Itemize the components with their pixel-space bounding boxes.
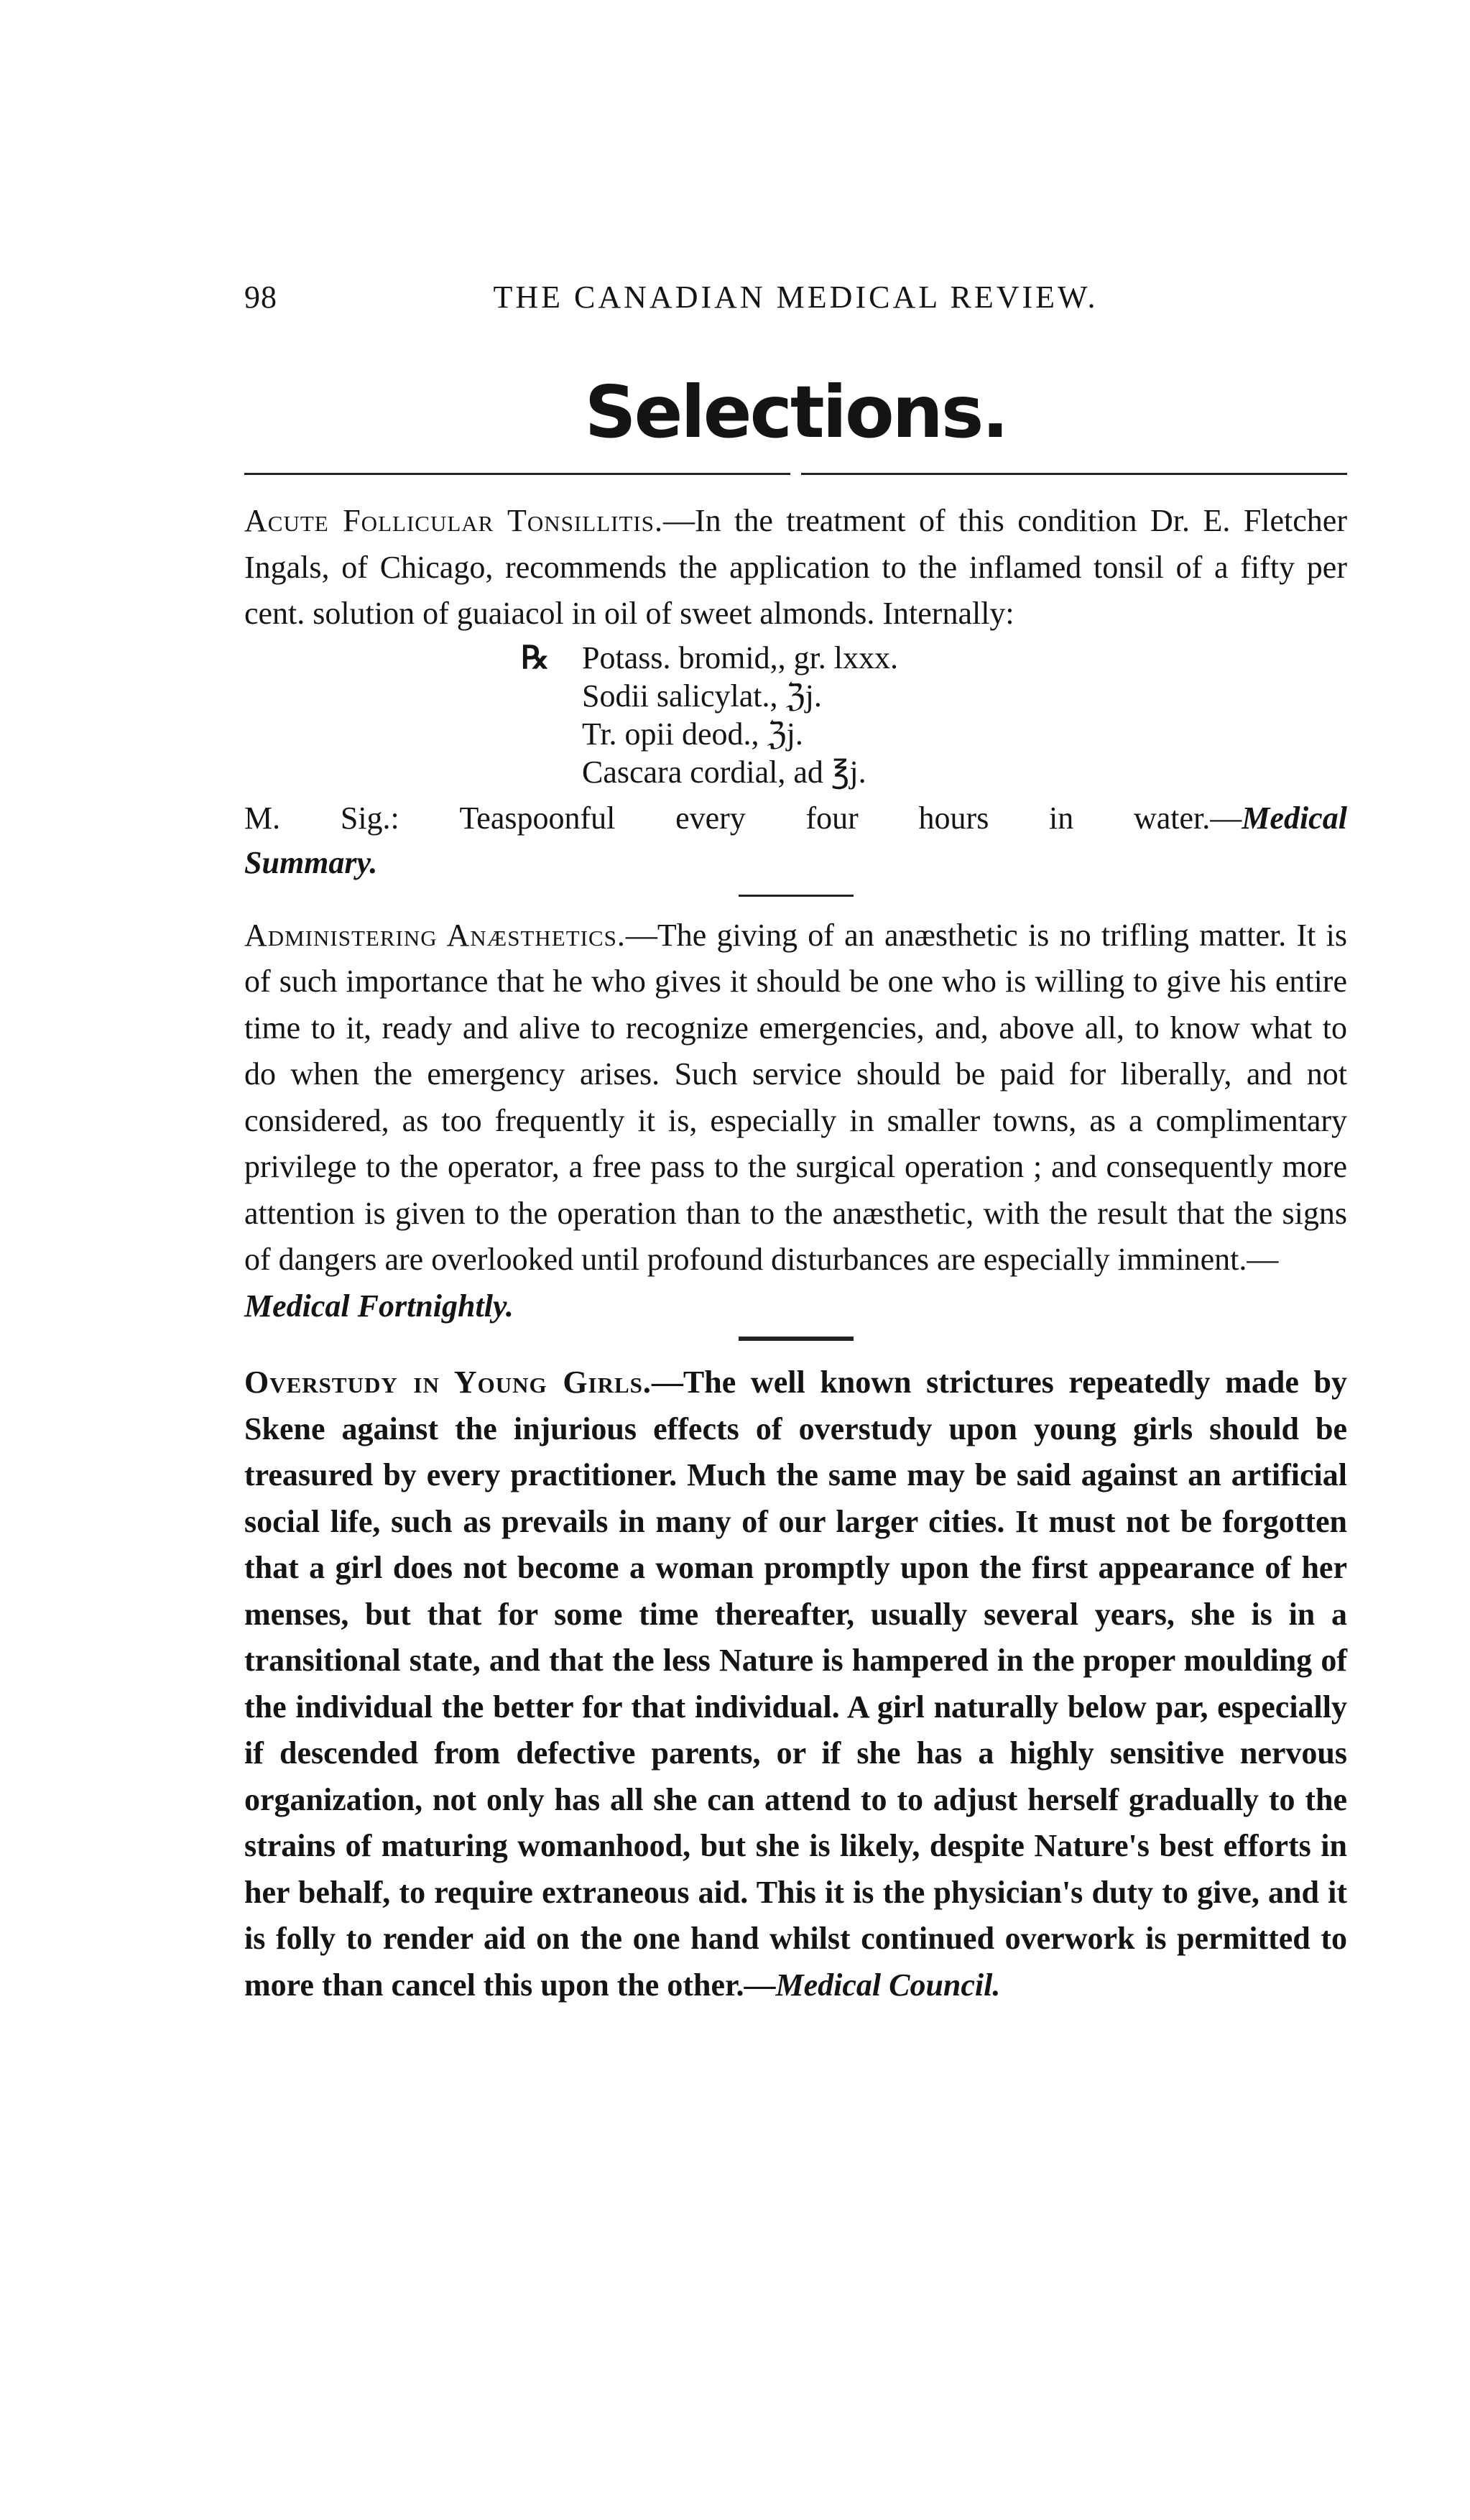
article-paragraph <box>244 1360 1347 2008</box>
signa-word: Sig.: <box>340 800 399 836</box>
source-line <box>244 841 1347 885</box>
article-tonsillitis <box>244 498 1347 885</box>
article-heading: Overstudy in Young Girls. <box>244 1365 652 1400</box>
article-paragraph <box>244 913 1347 1330</box>
article-body: —In the treatment of this condition Dr. E. Fletcher Ingals, of Chicago, recommends the application to the inflamed tonsil of a fifty per cent. solution of guaiacol in oil of sweet almonds. Internally: <box>244 503 1347 631</box>
prescription-item: Cascara cordial, ad ℥j. <box>582 754 866 790</box>
article-divider <box>739 1337 854 1341</box>
source-citation-part: Medical <box>1242 800 1347 836</box>
source-citation: Medical Council. <box>775 1967 1001 2003</box>
journal-title: THE CANADIAN MEDICAL REVIEW. <box>493 280 1099 315</box>
article-paragraph <box>244 498 1347 637</box>
page-number: 98 <box>244 280 277 315</box>
running-head <box>244 273 1347 331</box>
prescription-line <box>521 639 1347 677</box>
signa-word: hours <box>918 800 989 836</box>
article-heading: Acute Follicular Tonsillitis. <box>244 503 663 538</box>
signa-word: Teaspoonful <box>459 800 616 836</box>
prescription-item: Sodii salicylat., ℨj. <box>582 678 822 714</box>
prescription-item: Potass. bromid,, gr. lxxx. <box>582 640 899 675</box>
source-citation: Summary. <box>244 844 378 880</box>
prescription <box>521 639 1347 791</box>
source-citation: Medical Fortnightly. <box>244 1288 514 1324</box>
title-rule <box>244 473 1347 475</box>
signa-word: in <box>1049 800 1074 836</box>
prescription-line <box>521 753 1347 791</box>
article-heading: Administering Anæsthetics. <box>244 917 626 953</box>
signa-word: every <box>675 800 746 836</box>
article-body: —The giving of an anæsthetic is no trifling matter. It is of such importance that he who gives it should be one who is willing to give his entire time to it, ready and alive to recognize emergencies, and, above all, to know what to do when the emergency arises. Such service should be paid for liberally, and not considered, as too frequently it is, especially in smaller towns, as a complimentary privilege to the operator, a free pass to the surgical operation ; and consequently more attention is given to the operation than to the anæsthetic, with the result that the signs of dangers are overlooked until profound disturbances are especially imminent.— <box>244 917 1347 1277</box>
prescription-line <box>521 677 1347 715</box>
article-anaesthetics <box>244 913 1347 1330</box>
prescription-line <box>521 715 1347 753</box>
signa-word: four <box>805 800 859 836</box>
article-overstudy <box>244 1360 1347 2008</box>
signa-word: M. <box>244 800 281 836</box>
signa-line <box>244 795 1347 841</box>
recipe-symbol: ℞ <box>521 640 550 675</box>
signa-word: water.—Medical <box>1134 800 1347 836</box>
title-rule-right <box>801 473 1347 475</box>
title-rule-left <box>244 473 790 475</box>
prescription-item: Tr. opii deod., ℨj. <box>582 716 803 752</box>
article-divider <box>739 895 854 897</box>
article-body: —The well known strictures repeatedly made by Skene against the injurious effects of overstudy upon young girls should be treasured by every practitioner. Much the same may be said against an artificial social life, such as prevails in many of our larger cities. It must not be forgotten that a girl does not become a woman promptly upon the first appearance of her menses, but that for some time thereafter, usually several years, she is in a transitional state, and that the less Nature is hampered in the proper moulding of the individual the better for that individual. A girl naturally below par, especially if descended from defective parents, or if she has a highly sensitive nervous organization, not only has all she can attend to to adjust herself gradually to the strains of maturing womanhood, but she is likely, despite Nature's best efforts in her behalf, to require extraneous aid. This it is the physician's duty to give, and it is folly to render aid on the one hand whilst continued overwork is permitted to more than cancel this upon the other.— <box>244 1365 1347 2003</box>
page <box>244 273 1347 2008</box>
section-title: Selections. <box>584 370 1007 454</box>
